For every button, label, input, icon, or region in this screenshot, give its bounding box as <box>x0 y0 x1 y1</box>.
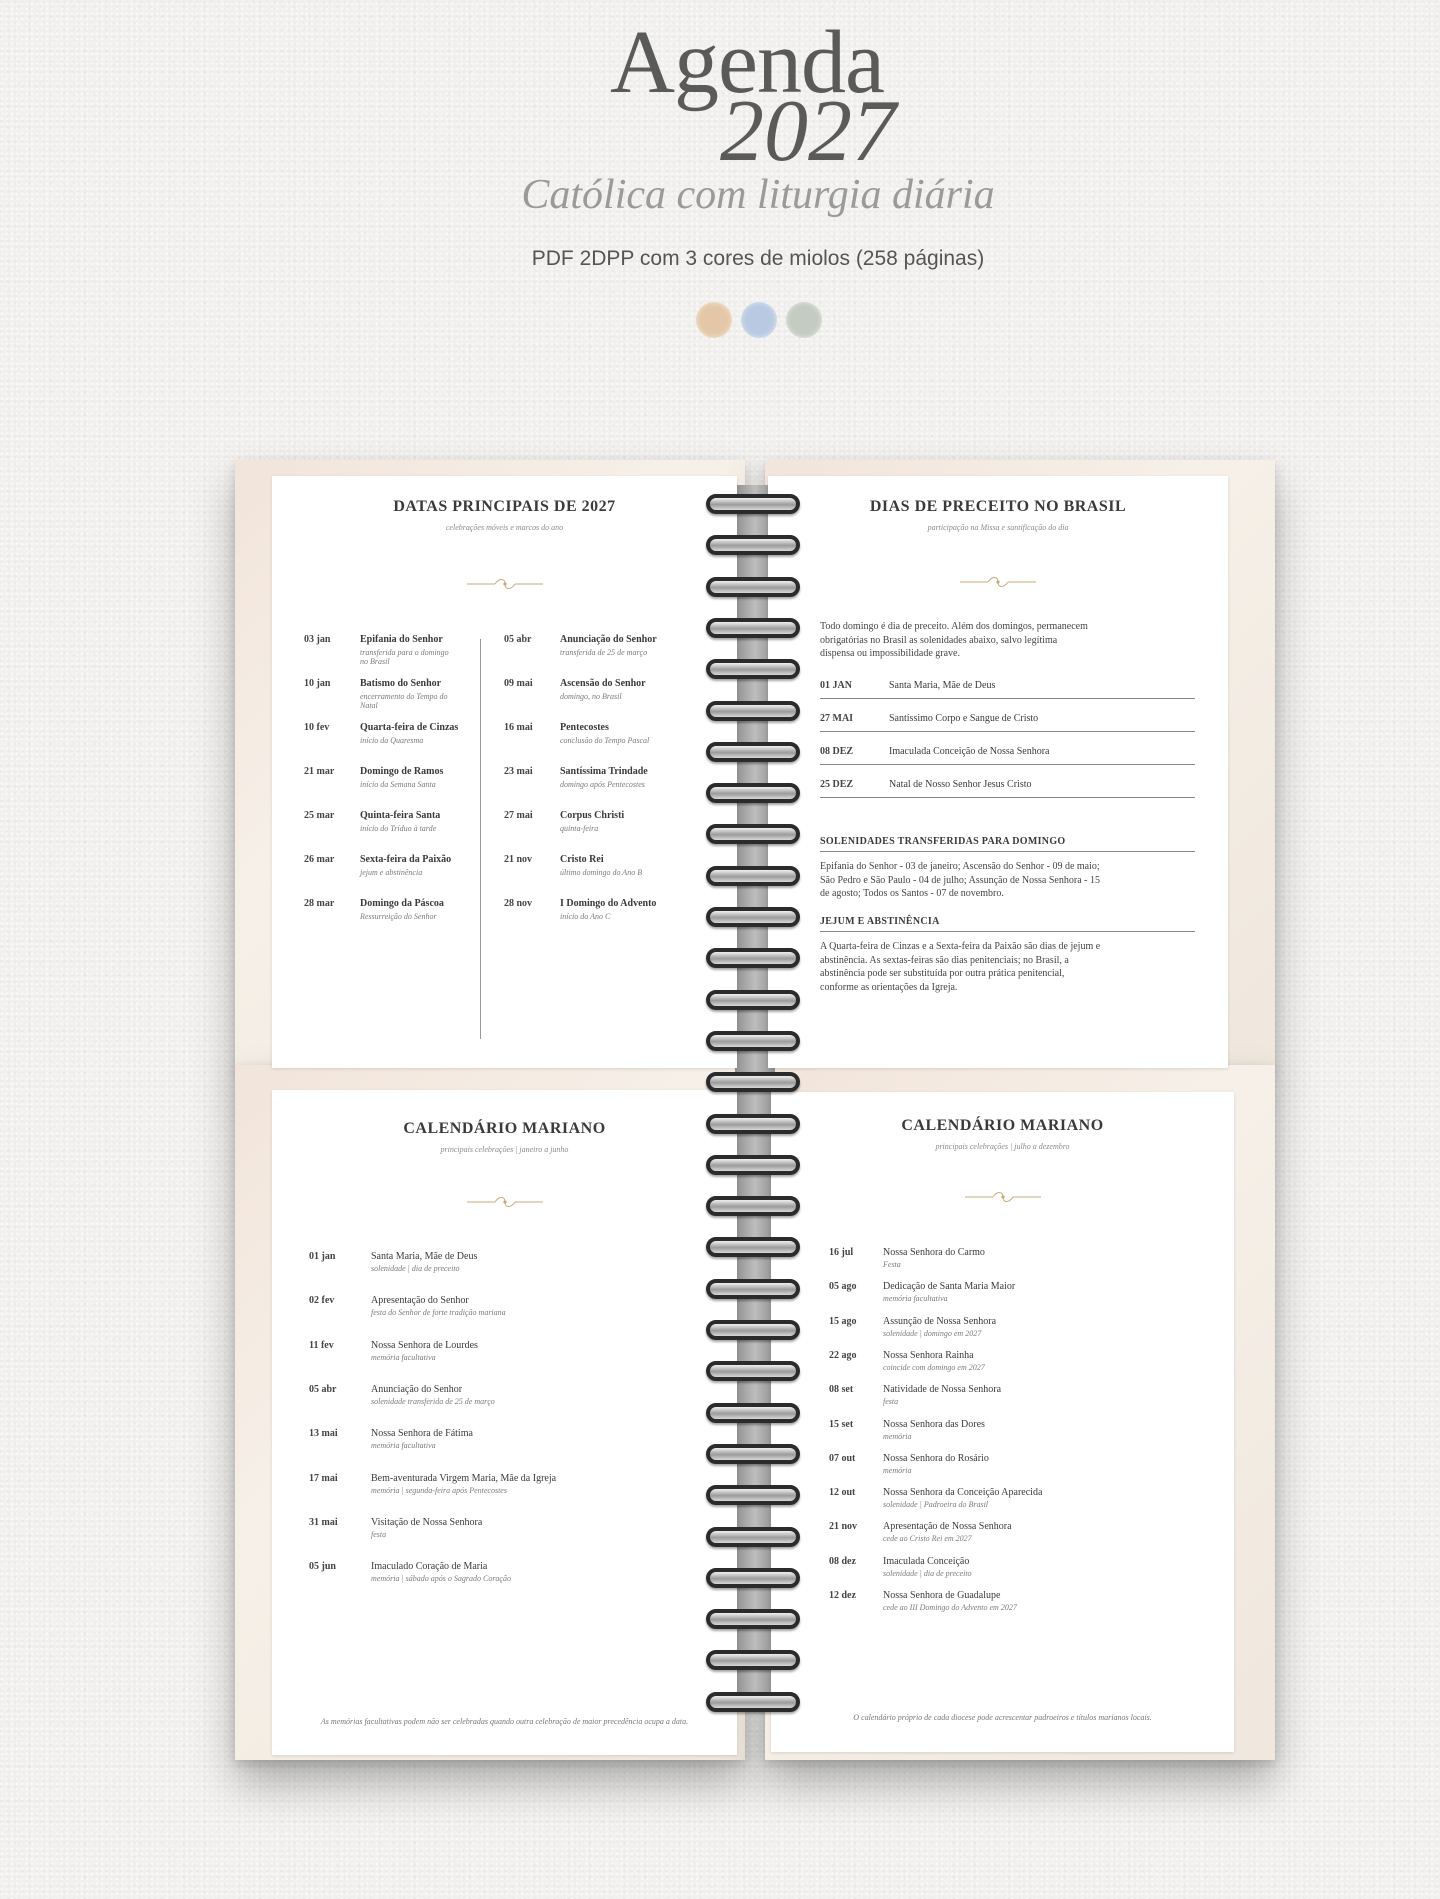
marian-date: 12 out <box>829 1487 856 1499</box>
binding-ring <box>706 1692 800 1712</box>
marian-date: 22 ago <box>829 1349 857 1361</box>
marian-name: Nossa Senhora da Conceição Aparecida <box>883 1487 1043 1499</box>
marian-date: 01 jan <box>309 1251 336 1262</box>
binding-ring <box>706 866 800 886</box>
section-rule <box>820 931 1195 932</box>
event-note: no Brasil <box>360 657 390 666</box>
page-footnote: O calendário próprio de cada diocese pode acrescentar padroeiros e títulos marianos locais. <box>853 1713 1152 1722</box>
marian-date: 17 mai <box>309 1472 338 1484</box>
ornament-icon <box>465 1194 545 1210</box>
marian-name: Imaculada Conceição <box>883 1555 970 1567</box>
marian-note: cede ao III Domingo do Advento em 2027 <box>883 1603 1017 1612</box>
marian-name: Nossa Senhora de Fátima <box>371 1428 473 1440</box>
event-note: Natal <box>360 701 378 710</box>
marian-name: Santa Maria, Mãe de Deus <box>371 1251 478 1262</box>
precept-row <box>820 747 1195 769</box>
spiral-binding <box>706 494 800 1714</box>
event-note: Ressurreição do Senhor <box>360 912 437 921</box>
row-rule <box>820 764 1195 765</box>
marian-name: Nossa Senhora do Rosário <box>883 1452 989 1464</box>
section-rule <box>820 851 1195 852</box>
marian-note: solenidade | Padroeira do Brasil <box>883 1500 989 1510</box>
marian-date: 08 set <box>829 1384 854 1396</box>
marian-name: Dedicação de Santa Maria Maior <box>883 1281 1016 1293</box>
ornament-icon <box>465 576 545 592</box>
marian-row <box>829 1248 1209 1278</box>
marian-name: Apresentação do Senhor <box>371 1295 469 1307</box>
event-date: 28 nov <box>504 898 533 909</box>
event-name: Ascensão do Senhor <box>560 678 646 689</box>
marian-date: 13 mai <box>309 1428 338 1440</box>
marian-name: Assunção de Nossa Senhora <box>883 1315 997 1327</box>
precept-date: 08 DEZ <box>820 746 854 757</box>
marian-date: 31 mai <box>309 1516 338 1528</box>
color-swatches <box>696 302 822 338</box>
marian-note: memória <box>883 1465 912 1475</box>
event-date: 28 mar <box>304 898 335 909</box>
binding-ring <box>706 618 800 638</box>
marian-row <box>829 1420 1209 1450</box>
event-date: 09 mai <box>504 678 533 689</box>
event-date: 10 jan <box>304 678 331 689</box>
event-date: 16 mai <box>504 722 533 733</box>
event-note: jejum e abstinência <box>360 868 423 877</box>
marian-date: 15 set <box>829 1418 854 1430</box>
marian-name: Bem-aventurada Virgem Maria, Mãe da Igreja <box>371 1472 557 1484</box>
agenda-title: Agenda <box>610 13 884 112</box>
event-date: 25 mar <box>304 810 335 821</box>
precept-row <box>820 714 1195 736</box>
marian-row <box>829 1385 1209 1415</box>
marian-date: 12 dez <box>829 1590 856 1601</box>
marian-date: 05 abr <box>309 1383 337 1395</box>
event-date: 05 abr <box>504 634 532 645</box>
event-row <box>304 767 494 807</box>
event-date: 21 nov <box>504 854 533 865</box>
marian-note: memória | segunda-feira após Pentecostes <box>371 1485 507 1495</box>
intro-paragraph: Todo domingo é dia de preceito. Além dos domingos, permanecem obrigatórias no Brasil as solenidades abaixo, salvo legítima dispensa ou impossibilidade grave. <box>820 621 1088 659</box>
event-date: 21 mar <box>304 766 335 777</box>
binding-ring <box>706 990 800 1010</box>
marian-row <box>309 1518 689 1558</box>
marian-row <box>309 1385 689 1425</box>
marian-name: Apresentação de Nossa Senhora <box>883 1521 1012 1533</box>
section-text: Epifania do Senhor - 03 de janeiro; Ascensão do Senhor - 09 de maio; São Pedro e São Paulo - 04 de julho; Assunção de Nossa Senhora - 15 de agosto; Todos os Santos - 07 de novembro. <box>820 861 1100 899</box>
marian-row <box>829 1557 1209 1587</box>
page-title: DATAS PRINCIPAIS DE 2027 <box>393 498 616 515</box>
marian-row <box>309 1474 689 1514</box>
marian-note: solenidade | domingo em 2027 <box>883 1328 982 1338</box>
event-note: início do Tríduo à tarde <box>360 824 437 833</box>
binding-ring <box>706 659 800 679</box>
marian-note: memória | sábado após o Sagrado Coração <box>371 1574 511 1584</box>
marian-note: memória <box>883 1431 912 1441</box>
section-text: A Quarta-feira de Cinzas e a Sexta-feira da Paixão são dias de jejum e abstinência. As sextas-feiras são dias penitenciais; no Brasil, a abstinência pode ser substituída por outra prática penitencial, conforme as orientações da Igreja. <box>820 941 1101 993</box>
marian-note: memória facultativa <box>371 1441 436 1451</box>
binding-ring <box>706 1114 800 1134</box>
event-name: Epifania do Senhor <box>360 634 443 645</box>
page-footnote: As memórias facultativas podem não ser celebradas quando outra celebração de maior precedência ocupa a data. <box>320 1717 689 1726</box>
event-date: 03 jan <box>304 634 331 645</box>
binding-ring <box>706 1485 800 1505</box>
marian-note: coincide com domingo em 2027 <box>883 1362 985 1372</box>
swatch-sage <box>786 302 822 338</box>
row-rule <box>820 698 1195 699</box>
event-name: Santíssima Trindade <box>560 766 648 777</box>
marian-date: 05 ago <box>829 1281 857 1293</box>
event-row <box>504 811 694 851</box>
marian-note: festa do Senhor de forte tradição mariana <box>371 1308 506 1318</box>
page-subtitle: celebrações móveis e marcos do ano <box>445 523 564 532</box>
marian-row <box>829 1522 1209 1552</box>
event-name: Domingo da Páscoa <box>360 898 444 909</box>
event-name: Quinta-feira Santa <box>360 810 441 821</box>
precept-row <box>820 681 1195 703</box>
event-date: 23 mai <box>504 766 533 777</box>
marian-name: Anunciação do Senhor <box>371 1383 463 1395</box>
event-date: 10 fev <box>304 722 330 733</box>
event-name: Sexta-feira da Paixão <box>360 854 452 865</box>
event-row <box>504 855 694 895</box>
binding-ring <box>706 1527 800 1547</box>
page-marian-calendar-2 <box>771 1092 1234 1752</box>
event-name: Quarta-feira de Cinzas <box>360 722 459 733</box>
marian-note: Festa <box>883 1260 901 1269</box>
section-heading: SOLENIDADES TRANSFERIDAS PARA DOMINGO <box>820 836 1066 847</box>
binding-ring <box>706 1155 800 1175</box>
marian-date: 15 ago <box>829 1315 857 1327</box>
page-title: CALENDÁRIO MARIANO <box>403 1120 606 1137</box>
event-name: Batismo do Senhor <box>360 678 442 689</box>
marian-row <box>829 1488 1209 1518</box>
event-note: transferida de 25 de março <box>560 648 648 657</box>
event-note: início da Quaresma <box>360 736 424 745</box>
marian-date: 07 out <box>829 1452 856 1464</box>
agenda-subtitle: Católica com liturgia diária <box>521 172 995 218</box>
swatch-blue <box>741 302 777 338</box>
marian-note: cede ao Cristo Rei em 2027 <box>883 1534 972 1544</box>
marian-note: memória facultativa <box>371 1352 436 1362</box>
page-title: CALENDÁRIO MARIANO <box>901 1117 1104 1134</box>
binding-ring <box>706 1403 800 1423</box>
page-subtitle: principais celebrações | janeiro a junho <box>440 1145 569 1154</box>
event-note: último domingo do Ano B <box>560 868 643 877</box>
binding-ring <box>706 535 800 555</box>
binding-ring <box>706 824 800 844</box>
event-date: 26 mar <box>304 854 335 865</box>
binding-ring <box>706 494 800 514</box>
marian-note: memória facultativa <box>883 1294 948 1304</box>
row-rule <box>820 731 1195 732</box>
binding-ring <box>706 1320 800 1340</box>
precept-date: 01 JAN <box>820 680 852 691</box>
format-description: PDF 2DPP com 3 cores de miolos (258 páginas) <box>531 247 985 270</box>
event-name: Domingo de Ramos <box>360 766 444 777</box>
ornament-icon <box>963 1189 1043 1205</box>
marian-note: solenidade transferida de 25 de março <box>371 1396 495 1406</box>
marian-row <box>829 1454 1209 1484</box>
precept-name: Santíssimo Corpo e Sangue de Cristo <box>889 713 1039 724</box>
page-title: DIAS DE PRECEITO NO BRASIL <box>869 498 1127 515</box>
event-row <box>504 767 694 807</box>
event-note: transferida para o domingo <box>360 648 449 657</box>
binding-ring <box>706 1361 800 1381</box>
binding-ring <box>706 1444 800 1464</box>
event-note: início do Ano C <box>560 912 611 921</box>
marian-row <box>309 1252 689 1292</box>
marian-row <box>309 1562 689 1602</box>
event-row <box>504 723 694 763</box>
marian-row <box>829 1317 1209 1347</box>
binding-ring <box>706 1650 800 1670</box>
binding-ring <box>706 948 800 968</box>
event-name: Cristo Rei <box>560 854 604 865</box>
page-subtitle: principais celebrações | julho a dezembro <box>935 1142 1070 1151</box>
binding-ring <box>706 1279 800 1299</box>
event-name: Pentecostes <box>560 722 609 733</box>
binding-ring <box>706 1568 800 1588</box>
swatch-peach <box>696 302 732 338</box>
marian-name: Nossa Senhora do Carmo <box>883 1247 985 1258</box>
agenda-year: 2027 <box>720 83 896 180</box>
page-main-dates <box>272 476 737 1068</box>
precept-name: Imaculada Conceição de Nossa Senhora <box>889 746 1050 757</box>
precept-row <box>820 780 1195 802</box>
marian-name: Natividade de Nossa Senhora <box>883 1384 1002 1396</box>
marian-date: 02 fev <box>309 1295 335 1307</box>
precept-date: 25 DEZ <box>820 779 854 790</box>
binding-ring <box>706 701 800 721</box>
page-subtitle: participação na Missa e santificação do dia <box>927 523 1069 532</box>
event-date: 27 mai <box>504 810 533 821</box>
binding-ring <box>706 1031 800 1051</box>
event-row <box>504 679 694 719</box>
marian-row <box>829 1591 1209 1621</box>
event-row <box>304 811 494 851</box>
binding-ring <box>706 1237 800 1257</box>
marian-date: 08 dez <box>829 1555 856 1567</box>
marian-date: 21 nov <box>829 1521 858 1533</box>
marian-name: Nossa Senhora das Dores <box>883 1418 985 1430</box>
precept-name: Santa Maria, Mãe de Deus <box>889 680 996 691</box>
marian-date: 16 jul <box>829 1247 854 1258</box>
marian-name: Imaculado Coração de Maria <box>371 1561 488 1573</box>
marian-row <box>829 1282 1209 1312</box>
ornament-icon <box>958 574 1038 590</box>
marian-date: 05 jun <box>309 1561 336 1573</box>
page-precept-days <box>768 476 1228 1068</box>
marian-date: 11 fev <box>309 1339 334 1351</box>
event-name: Corpus Christi <box>560 810 625 821</box>
marian-row <box>309 1341 689 1381</box>
marian-row <box>829 1351 1209 1381</box>
marian-row <box>309 1429 689 1469</box>
section-heading: JEJUM E ABSTINÊNCIA <box>820 916 940 927</box>
binding-ring <box>706 577 800 597</box>
event-note: conclusão do Tempo Pascal <box>560 736 650 745</box>
binding-ring <box>706 1072 800 1092</box>
row-rule <box>820 797 1195 798</box>
event-row <box>304 855 494 895</box>
marian-name: Nossa Senhora de Guadalupe <box>883 1590 1001 1601</box>
marian-name: Nossa Senhora Rainha <box>883 1349 974 1361</box>
event-row <box>304 679 494 719</box>
event-name: Anunciação do Senhor <box>560 634 657 645</box>
event-note: início da Semana Santa <box>360 780 436 789</box>
binding-ring <box>706 1196 800 1216</box>
binding-ring <box>706 1609 800 1629</box>
page-marian-calendar-1 <box>272 1090 737 1755</box>
marian-name: Nossa Senhora de Lourdes <box>371 1339 478 1351</box>
marian-note: festa <box>883 1397 899 1407</box>
binding-ring <box>706 742 800 762</box>
event-note: quinta-feira <box>560 824 599 833</box>
event-note: domingo após Pentecostes <box>560 780 645 789</box>
marian-row <box>309 1296 689 1336</box>
event-note: domingo, no Brasil <box>560 692 622 701</box>
marian-note: solenidade | dia de preceito <box>883 1568 972 1578</box>
marian-name: Visitação de Nossa Senhora <box>371 1516 483 1528</box>
marian-note: festa <box>371 1529 387 1539</box>
binding-ring <box>706 907 800 927</box>
event-note: encerramento do Tempo do <box>360 692 448 701</box>
event-row <box>304 723 494 763</box>
event-row <box>304 635 494 675</box>
precept-date: 27 MAI <box>820 713 854 724</box>
precept-name: Natal de Nosso Senhor Jesus Cristo <box>889 779 1032 790</box>
binding-ring <box>706 783 800 803</box>
marian-note: solenidade | dia de preceito <box>371 1264 460 1273</box>
event-row <box>504 899 694 939</box>
event-name: I Domingo do Advento <box>560 898 657 909</box>
event-row <box>304 899 494 939</box>
event-row <box>504 635 694 675</box>
